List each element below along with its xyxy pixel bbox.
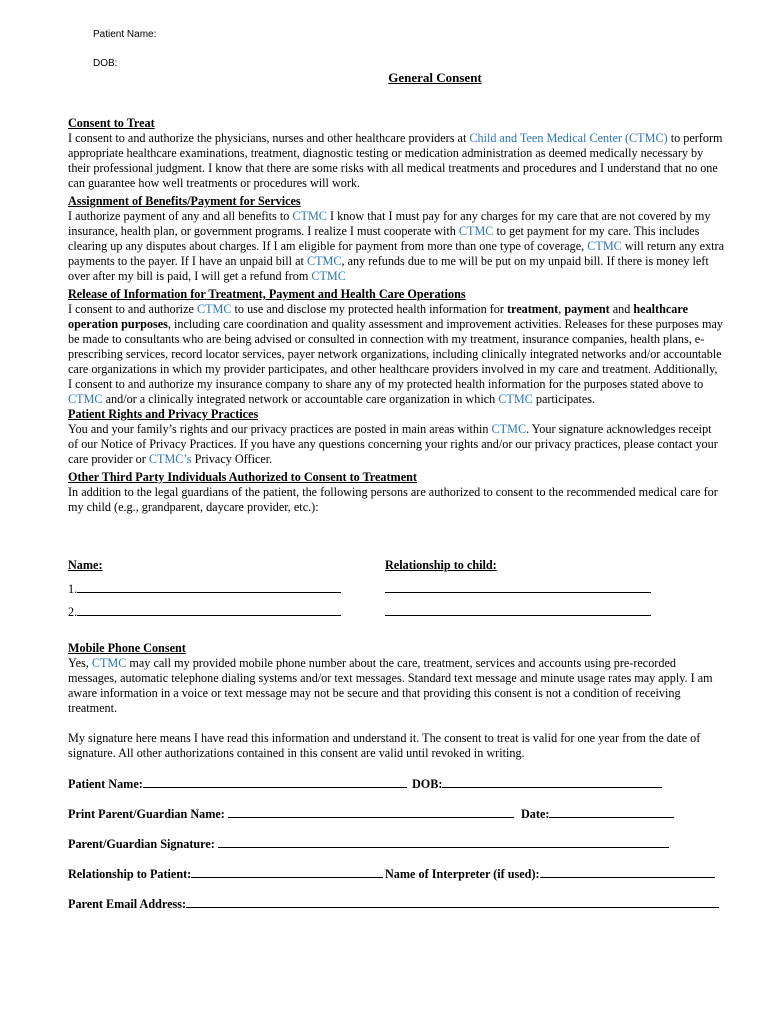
consent-to-treat-heading: Consent to Treat — [68, 116, 155, 130]
guardian-name-line[interactable] — [228, 806, 514, 818]
benefits-text: I authorize payment of any and all benefits to CTMC I know that I must pay for any charges for my care that are not covered by my insurance, health plan, or government programs. I realize I must cooperate with CTMC to get payment for my care. This includes clearing up any disputes about charges. If I am eligible for payment from more than one type of coverage, CTMC will return any extra payments to the payer. If I have an unpaid bill at CTMC, any refunds due to me will be put on my unpaid bill. If there is money left over after my bill is paid, I will get a refund from CTMC — [68, 209, 725, 283]
row-1-name-line[interactable] — [77, 581, 341, 593]
release-text: I consent to and authorize CTMC to use and disclose my protected health information for treatment, payment and healthcare operation purposes, including care coordination and quality assessment and improvement activities. Releases for these purposes may be made to consultants who are being advised or consulted in connection with my treatment, insurance companies, health plans, e-prescribing services, record locator services, payer network organizations, including clinically integrated networks and/or accountable care organizations in which my provider participates, and other healthcare providers involved in my care and treatment. Additionally, I consent to and authorize my insurance company to share any of my protected health information for the purposes stated above to CTMC and/or a clinically integrated network or accountable care organization in which CTMC participates. — [68, 302, 723, 406]
dob-line[interactable] — [442, 776, 662, 788]
row-2-relationship-line[interactable] — [385, 604, 651, 616]
guardian-name-field: Print Parent/Guardian Name: — [68, 806, 514, 822]
interpreter-line[interactable] — [540, 866, 715, 878]
signature-note: My signature here means I have read this information and understand it. The consent to treat is valid for one year from the date of signature. All other authorizations contained in this consent are valid until revoked in writing. — [68, 731, 701, 760]
relationship-column-header: Relationship to child: — [385, 558, 497, 572]
patient-name-line[interactable] — [143, 776, 407, 788]
relationship-field: Relationship to Patient: — [68, 866, 383, 882]
dob-field: DOB: — [412, 776, 662, 792]
date-line[interactable] — [549, 806, 674, 818]
guardian-signature-line[interactable] — [218, 836, 669, 848]
rights-text: You and your family’s rights and our privacy practices are posted in main areas within CTMC. Your signature acknowledges receipt of our Notice of Privacy Practices. If you have any questions concerning your rights and/or our privacy practices, please contact your care provider or CTMC’s Privacy Officer. — [68, 422, 718, 466]
release-heading: Release of Information for Treatment, Payment and Health Care Operations — [68, 287, 466, 301]
third-party-row-1: 1. — [68, 581, 341, 597]
mobile-heading: Mobile Phone Consent — [68, 641, 186, 655]
rights-heading: Patient Rights and Privacy Practices — [68, 407, 259, 421]
page-title: General Consent — [388, 70, 482, 85]
row-1-relationship-line[interactable] — [385, 581, 651, 593]
mobile-text: Yes, CTMC may call my provided mobile phone number about the care, treatment, services and accounts using pre-recorded messages, automatic telephone dialing systems and/or text messages. Standard text message and minute usage rates may apply. I am aware information in a voice or text message may not be secure and that providing this consent is not a condition of receiving treatment. — [68, 656, 713, 715]
header-patient-name-label: Patient Name: — [93, 29, 157, 40]
guardian-signature-field: Parent/Guardian Signature: — [68, 836, 669, 852]
header-dob-label: DOB: — [93, 58, 118, 69]
date-field: Date: — [521, 806, 674, 822]
interpreter-field: Name of Interpreter (if used): — [385, 866, 715, 882]
relationship-line[interactable] — [191, 866, 383, 878]
email-field: Parent Email Address: — [68, 896, 719, 912]
third-party-text: In addition to the legal guardians of the patient, the following persons are authorized to consent to the recommended medical care for my child (e.g., grandparent, daycare provider, etc.): — [68, 485, 718, 514]
document-body — [68, 116, 724, 515]
benefits-heading: Assignment of Benefits/Payment for Services — [68, 194, 301, 208]
third-party-row-2: 2. — [68, 604, 341, 620]
consent-to-treat-text: I consent to and authorize the physicians, nurses and other healthcare providers at Child and Teen Medical Center (CTMC) to perform appropriate healthcare examinations, treatment, diagnostic testing or medication administration as deemed medically necessary by their professional judgment. I know that there are some risks with all medical treatments and procedures and I understand that no one can guarantee how well treatments or procedures will work. — [68, 131, 723, 190]
name-column-header: Name: — [68, 558, 103, 572]
ctmc-link: Child and Teen Medical Center (CTMC) — [469, 131, 668, 145]
email-line[interactable] — [186, 896, 719, 908]
row-2-name-line[interactable] — [77, 604, 341, 616]
third-party-heading: Other Third Party Individuals Authorized to Consent to Treatment — [68, 470, 417, 484]
patient-name-field: Patient Name: — [68, 776, 407, 792]
mobile-section — [68, 641, 724, 761]
